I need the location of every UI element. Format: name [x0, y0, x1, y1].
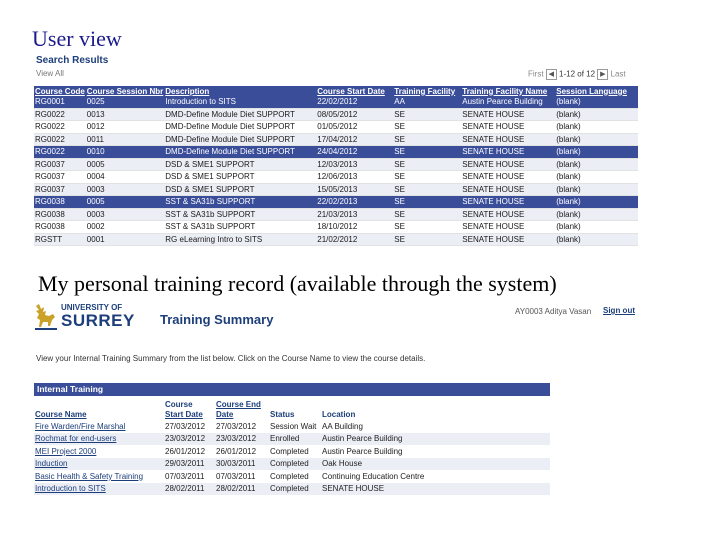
table-row[interactable]: [34, 108, 638, 121]
sr-cell: (blank): [555, 221, 638, 234]
training-cell: Completed: [269, 483, 321, 496]
sr-cell: 22/02/2013: [316, 196, 393, 209]
caption-personal-record: My personal training record (available through the system): [38, 271, 557, 296]
current-user: AY0003 Aditya Vasan: [515, 307, 592, 316]
training-cell: 27/03/2012: [216, 421, 257, 431]
sr-cell: 0005: [86, 158, 164, 171]
training-cell: AA Building: [322, 421, 363, 431]
pager-next-icon[interactable]: ▶: [597, 69, 608, 80]
col-course-name[interactable]: Course Name: [35, 410, 87, 419]
sr-cell[interactable]: RG0001: [34, 96, 86, 108]
sr-cell: (blank): [555, 121, 638, 134]
col-location[interactable]: Location: [322, 410, 356, 419]
training-cell: Austin Pearce Building: [321, 433, 550, 446]
list-item: [34, 470, 550, 483]
table-row[interactable]: [34, 196, 638, 209]
sr-cell: 22/02/2012: [316, 96, 393, 108]
sr-cell: SE: [393, 196, 461, 209]
sr-cell: Austin Pearce Building: [461, 96, 555, 108]
pager-last[interactable]: Last: [610, 69, 626, 79]
sr-cell: 12/03/2013: [316, 158, 393, 171]
training-cell: SENATE HOUSE: [321, 483, 550, 496]
sr-cell: 12/06/2013: [316, 171, 393, 184]
sr-cell: 0002: [86, 221, 164, 234]
table-row[interactable]: [34, 171, 638, 184]
sr-cell: SENATE HOUSE: [461, 196, 555, 209]
list-item: [34, 483, 550, 496]
sr-cell: (blank): [555, 171, 638, 184]
table-row[interactable]: [34, 146, 638, 159]
sr-cell: (blank): [555, 196, 638, 209]
col-start-date[interactable]: [164, 398, 215, 420]
sr-cell[interactable]: RG0038: [34, 221, 86, 234]
sr-cell: SE: [393, 233, 461, 246]
sr-col-3[interactable]: Course Start Date: [316, 86, 393, 96]
col-end-date[interactable]: [215, 398, 269, 420]
sr-cell[interactable]: RG0022: [34, 121, 86, 134]
sr-cell: 17/04/2012: [316, 133, 393, 146]
sr-cell: (blank): [555, 108, 638, 121]
sr-cell: (blank): [555, 133, 638, 146]
sr-cell: SENATE HOUSE: [461, 233, 555, 246]
list-item: [34, 458, 550, 471]
sr-cell: 18/10/2012: [316, 221, 393, 234]
training-cell: 23/03/2012: [215, 433, 269, 446]
training-cell: Oak House: [321, 458, 550, 471]
sr-cell[interactable]: RG0022: [34, 133, 86, 146]
sr-cell: RG eLearning Intro to SITS: [164, 233, 316, 246]
table-row[interactable]: [34, 183, 638, 196]
sr-cell: SST & SA31b SUPPORT: [164, 208, 316, 221]
sr-cell: DSD & SME1 SUPPORT: [164, 158, 316, 171]
table-row[interactable]: [34, 158, 638, 171]
sr-cell: DMD-Define Module Diet SUPPORT: [164, 108, 316, 121]
sr-cell: DMD-Define Module Diet SUPPORT: [164, 133, 316, 146]
sr-cell: SE: [393, 158, 461, 171]
table-row[interactable]: [34, 133, 638, 146]
training-cell: 30/03/2011: [215, 458, 269, 471]
list-item: [34, 445, 550, 458]
sr-cell[interactable]: RG0038: [34, 208, 86, 221]
search-results-table: [34, 86, 638, 246]
sr-col-6[interactable]: Session Language: [555, 86, 638, 96]
table-row[interactable]: [34, 121, 638, 134]
sr-cell: SE: [393, 146, 461, 159]
sr-cell: 0012: [86, 121, 164, 134]
sr-col-1[interactable]: Course Session Nbr: [86, 86, 164, 96]
training-cell: 27/03/2012: [165, 421, 206, 431]
logo-line1: UNIVERSITY OF: [61, 303, 123, 312]
col-start-line1: Course: [165, 400, 193, 409]
sr-cell: SST & SA31b SUPPORT: [164, 221, 316, 234]
sr-col-2[interactable]: Description: [164, 86, 316, 96]
sr-cell: (blank): [555, 96, 638, 108]
col-start-line2: Start Date: [165, 410, 203, 419]
sr-cell: 0005: [86, 196, 164, 209]
training-table: [34, 398, 550, 495]
sr-cell: SE: [393, 133, 461, 146]
training-cell: Session Wait: [270, 421, 317, 431]
sr-cell: SENATE HOUSE: [461, 108, 555, 121]
pager-prev-icon[interactable]: ◀: [546, 69, 557, 80]
sr-cell: DSD & SME1 SUPPORT: [164, 183, 316, 196]
internal-training-header: Internal Training: [34, 383, 550, 396]
stag-icon: [33, 302, 59, 332]
training-cell: Completed: [270, 446, 309, 456]
sr-cell[interactable]: RG0037: [34, 158, 86, 171]
sr-cell: 15/05/2013: [316, 183, 393, 196]
sign-out-link[interactable]: Sign out: [603, 306, 635, 315]
training-cell: Completed: [269, 458, 321, 471]
sr-cell: SE: [393, 183, 461, 196]
training-cell: 07/03/2011: [216, 471, 256, 481]
training-cell: 26/01/2012: [216, 446, 257, 456]
pager-first[interactable]: First: [528, 69, 544, 79]
sr-cell: (blank): [555, 233, 638, 246]
training-cell: Austin Pearce Building: [322, 446, 403, 456]
col-status[interactable]: Status: [270, 410, 295, 419]
sr-cell: 0003: [86, 183, 164, 196]
pager: [528, 69, 626, 80]
sr-cell: 08/05/2012: [316, 108, 393, 121]
training-cell: Continuing Education Centre: [322, 471, 425, 481]
sr-cell[interactable]: RG0037: [34, 171, 86, 184]
sr-cell: 21/02/2012: [316, 233, 393, 246]
sr-cell: Introduction to SITS: [164, 96, 316, 108]
col-end-line1: Course End: [216, 400, 261, 409]
sr-cell: 0013: [86, 108, 164, 121]
search-results-header: [34, 86, 638, 96]
training-table-header: [34, 398, 550, 420]
sr-cell: SE: [393, 208, 461, 221]
sr-cell: (blank): [555, 158, 638, 171]
training-cell: Enrolled: [269, 433, 321, 446]
sr-cell: SENATE HOUSE: [461, 121, 555, 134]
course-name-link[interactable]: Fire Warden/Fire Marshal: [35, 421, 126, 431]
sr-cell: SENATE HOUSE: [461, 221, 555, 234]
training-cell: Completed: [270, 471, 309, 481]
list-item: [34, 433, 550, 446]
sr-cell[interactable]: RG0022: [34, 108, 86, 121]
table-row[interactable]: [34, 208, 638, 221]
sr-cell[interactable]: RGSTT: [34, 233, 86, 246]
sr-cell: SENATE HOUSE: [461, 208, 555, 221]
sr-cell: 0010: [86, 146, 164, 159]
table-row[interactable]: [34, 96, 638, 108]
sr-cell: SENATE HOUSE: [461, 133, 555, 146]
table-row[interactable]: [34, 233, 638, 246]
sr-cell: SENATE HOUSE: [461, 183, 555, 196]
sr-col-0[interactable]: Course Code: [35, 86, 85, 96]
sr-cell: SE: [393, 171, 461, 184]
sr-cell: DMD-Define Module Diet SUPPORT: [164, 146, 316, 159]
search-results-title: Search Results: [36, 55, 109, 66]
view-all-link[interactable]: View All: [36, 69, 64, 78]
sr-cell: 0025: [86, 96, 164, 108]
university-logo: [33, 302, 148, 332]
sr-cell: SE: [393, 221, 461, 234]
training-intro-text: View your Internal Training Summary from the list below. Click on the Course Name to view the course details.: [36, 354, 426, 363]
training-cell: 07/03/2011: [165, 471, 205, 481]
sr-cell: 0004: [86, 171, 164, 184]
course-name-link[interactable]: MEI Project 2000: [35, 446, 97, 456]
sr-cell: SENATE HOUSE: [461, 146, 555, 159]
sr-cell: SENATE HOUSE: [461, 171, 555, 184]
sr-cell: 0011: [86, 133, 164, 146]
sr-cell: (blank): [555, 146, 638, 159]
sr-cell[interactable]: RG0037: [34, 183, 86, 196]
sr-cell: DSD & SME1 SUPPORT: [164, 171, 316, 184]
sr-cell: SE: [393, 121, 461, 134]
pager-range: 1-12 of 12: [559, 69, 596, 79]
sr-cell: 01/05/2012: [316, 121, 393, 134]
sr-cell: 24/04/2012: [316, 146, 393, 159]
training-cell: 26/01/2012: [165, 446, 206, 456]
training-cell: 23/03/2012: [164, 433, 215, 446]
sr-cell: DMD-Define Module Diet SUPPORT: [164, 121, 316, 134]
logo-line2: SURREY: [61, 311, 135, 330]
sr-cell: SE: [393, 108, 461, 121]
course-name-link[interactable]: Induction: [34, 458, 164, 471]
training-cell: 29/03/2011: [164, 458, 215, 471]
sr-cell: (blank): [555, 183, 638, 196]
course-name-link[interactable]: Rochmat for end-users: [34, 433, 164, 446]
sr-cell: (blank): [555, 208, 638, 221]
training-summary-title: Training Summary: [160, 312, 274, 327]
course-name-link[interactable]: Introduction to SITS: [34, 483, 164, 496]
sr-col-5[interactable]: Training Facility Name: [461, 86, 555, 96]
training-cell: 28/02/2011: [164, 483, 215, 496]
course-name-link[interactable]: Basic Health & Safety Training: [35, 471, 144, 481]
sr-cell: 0003: [86, 208, 164, 221]
sr-col-4[interactable]: Training Facility: [393, 86, 461, 96]
sr-cell[interactable]: RG0038: [34, 196, 86, 209]
sr-cell: AA: [393, 96, 461, 108]
caption-user-view: User view: [32, 26, 122, 51]
table-row[interactable]: [34, 221, 638, 234]
col-end-line2: Date: [216, 410, 234, 419]
sr-cell: 0001: [86, 233, 164, 246]
sr-cell: SST & SA31b SUPPORT: [164, 196, 316, 209]
list-item: [34, 420, 550, 433]
training-cell: 28/02/2011: [215, 483, 269, 496]
sr-cell: 21/03/2013: [316, 208, 393, 221]
sr-cell: SENATE HOUSE: [461, 158, 555, 171]
sr-cell[interactable]: RG0022: [34, 146, 86, 159]
